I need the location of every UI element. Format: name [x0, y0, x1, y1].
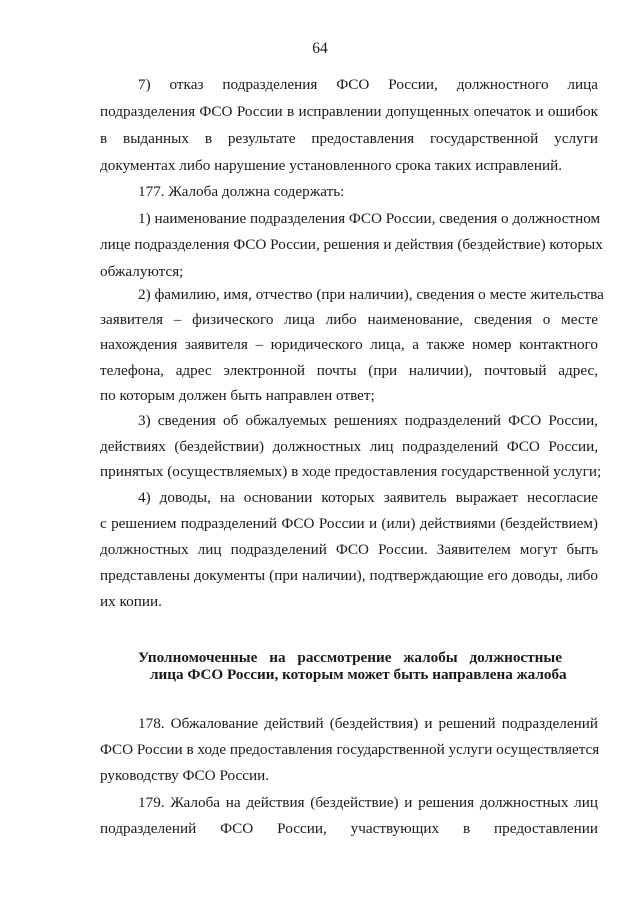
text-line: 178. Обжалование действий (бездействия) и решений подразделений: [138, 715, 598, 732]
text-line: с решением подразделений ФСО России и (или) действиями (бездействием): [100, 515, 598, 532]
text-line: по которым должен быть направлен ответ;: [100, 387, 375, 404]
text-line: в выданных в результате предоставления государственной услуги: [100, 130, 598, 147]
text-line: их копии.: [100, 593, 162, 610]
text-line: представлены документы (при наличии), подтверждающие его доводы, либо: [100, 567, 598, 584]
text-line: лице подразделения ФСО России, решения и действия (бездействие) которых: [100, 236, 603, 253]
text-line: обжалуются;: [100, 263, 184, 280]
text-line: заявителя – физического лица либо наименование, сведения о месте: [100, 311, 598, 328]
text-line: 7) отказ подразделения ФСО России, должностного лица: [138, 76, 598, 93]
text-line: 2) фамилию, имя, отчество (при наличии), сведения о месте жительства: [138, 286, 604, 303]
text-line: 3) сведения об обжалуемых решениях подразделений ФСО России,: [138, 412, 598, 429]
text-line: документах либо нарушение установленного срока таких исправлений.: [100, 157, 563, 174]
page-number: 64: [312, 40, 328, 57]
text-line: нахождения заявителя – юридического лица, а также номер контактного: [100, 336, 598, 353]
text-line: руководству ФСО России.: [100, 767, 270, 784]
text-line: подразделений ФСО России, участвующих в предоставлении: [100, 820, 598, 837]
text-line: 179. Жалоба на действия (бездействие) и решения должностных лиц: [138, 794, 598, 811]
section-heading-line: лица ФСО России, которым может быть направлена жалоба: [150, 666, 567, 683]
text-line: 177. Жалоба должна содержать:: [138, 183, 345, 200]
text-line: 4) доводы, на основании которых заявитель выражает несогласие: [138, 489, 598, 506]
text-line: действиях (бездействии) должностных лиц подразделений ФСО России,: [100, 438, 598, 455]
text-line: должностных лиц подразделений ФСО России. Заявителем могут быть: [100, 541, 598, 558]
text-line: телефона, адрес электронной почты (при наличии), почтовый адрес,: [100, 362, 598, 379]
text-line: подразделения ФСО России в исправлении допущенных опечаток и ошибок: [100, 103, 598, 120]
section-heading-line: Уполномоченные на рассмотрение жалобы должностные: [138, 649, 562, 666]
text-line: ФСО России в ходе предоставления государственной услуги осуществляется: [100, 741, 600, 758]
text-line: принятых (осуществляемых) в ходе предоставления государственной услуги;: [100, 463, 602, 480]
text-line: 1) наименование подразделения ФСО России, сведения о должностном: [138, 210, 601, 227]
